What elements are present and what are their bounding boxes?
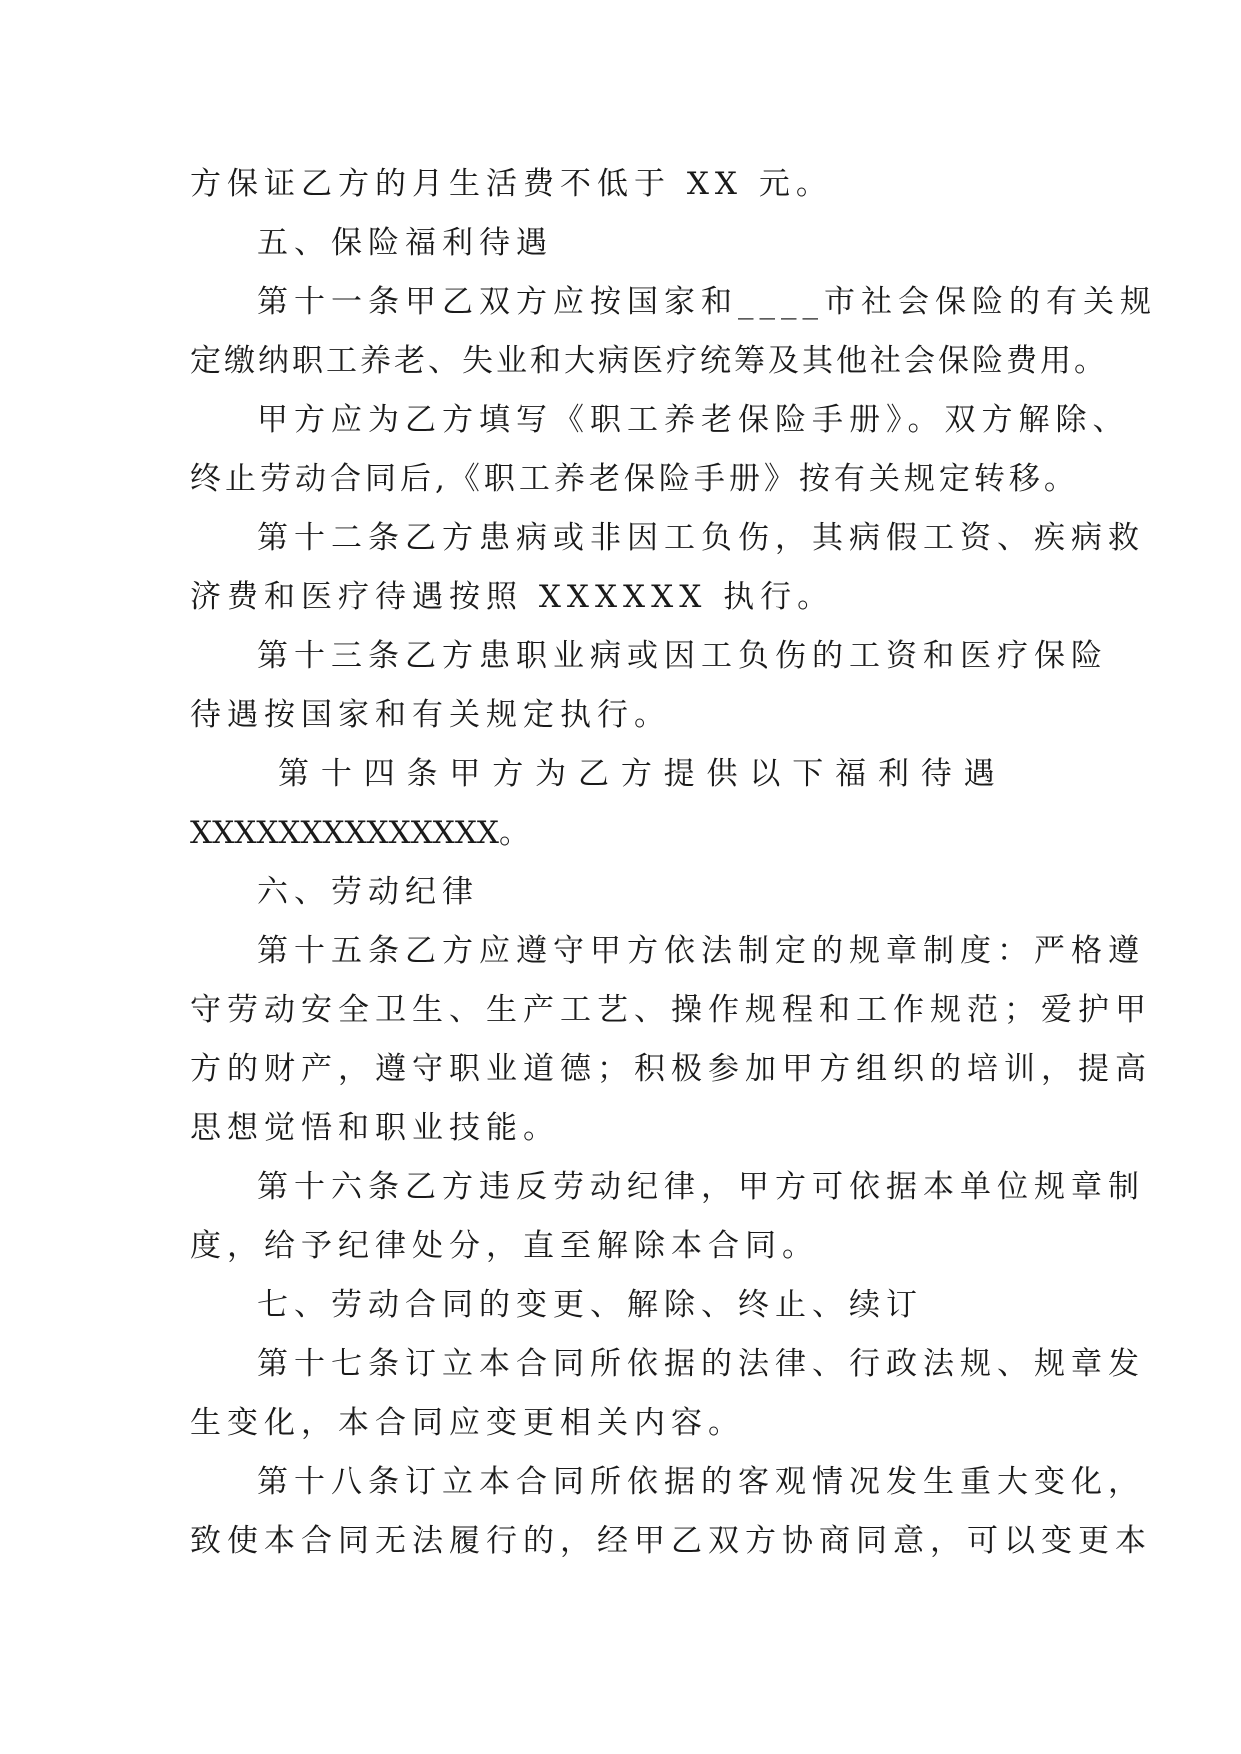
text-line: 生变化，本合同应变更相关内容。 xyxy=(190,1405,745,1441)
text-line: 方的财产，遵守职业道德；积极参加甲方组织的培训，提高 xyxy=(190,1051,1152,1087)
text-line: 待遇按国家和有关规定执行。 xyxy=(190,697,671,733)
text-line: 济费和医疗待遇按照 XXXXXX 执行。 xyxy=(190,579,835,615)
text-line: 度，给予纪律处分，直至解除本合同。 xyxy=(190,1228,819,1264)
text-line: 定缴纳职工养老、失业和大病医疗统筹及其他社会保险费用。 xyxy=(190,343,1108,379)
section-heading-contract-changes: 七、劳动合同的变更、解除、终止、续订 xyxy=(257,1287,923,1323)
text-line: 第十五条乙方应遵守甲方依法制定的规章制度：严格遵 xyxy=(257,933,1145,969)
section-heading-discipline: 六、劳动纪律 xyxy=(257,874,479,910)
text-line: 第十三条乙方患职业病或因工负伤的工资和医疗保险 xyxy=(257,638,1108,674)
text-line: 第十一条甲乙双方应按国家和____市社会保险的有关规 xyxy=(257,284,1157,320)
text-line-spaced: 第 十 四 条 甲 方 为 乙 方 提 供 以 下 福 利 待 遇 xyxy=(278,756,996,792)
text-line: 第十八条订立本合同所依据的客观情况发生重大变化， xyxy=(257,1464,1145,1500)
text-line: XXXXXXXXXXXXXX。 xyxy=(190,815,530,851)
text-line: 甲方应为乙方填写《职工养老保险手册》。双方解除、 xyxy=(257,402,1130,438)
text-line: 第十六条乙方违反劳动纪律，甲方可依据本单位规章制 xyxy=(257,1169,1145,1205)
section-heading-insurance: 五、保险福利待遇 xyxy=(257,225,553,261)
text-line: 思想觉悟和职业技能。 xyxy=(190,1110,560,1146)
text-line: 第十二条乙方患病或非因工负伤，其病假工资、疾病救 xyxy=(257,520,1145,556)
text-line: 方保证乙方的月生活费不低于 XX 元。 xyxy=(190,166,833,202)
text-line: 第十七条订立本合同所依据的法律、行政法规、规章发 xyxy=(257,1346,1145,1382)
text-line: 终止劳动合同后,《职工养老保险手册》按有关规定转移。 xyxy=(190,461,1079,497)
text-line: 守劳动安全卫生、生产工艺、操作规程和工作规范；爱护甲 xyxy=(190,992,1152,1028)
document-body xyxy=(190,155,1157,1571)
text-line: 致使本合同无法履行的，经甲乙双方协商同意，可以变更本 xyxy=(190,1523,1152,1559)
